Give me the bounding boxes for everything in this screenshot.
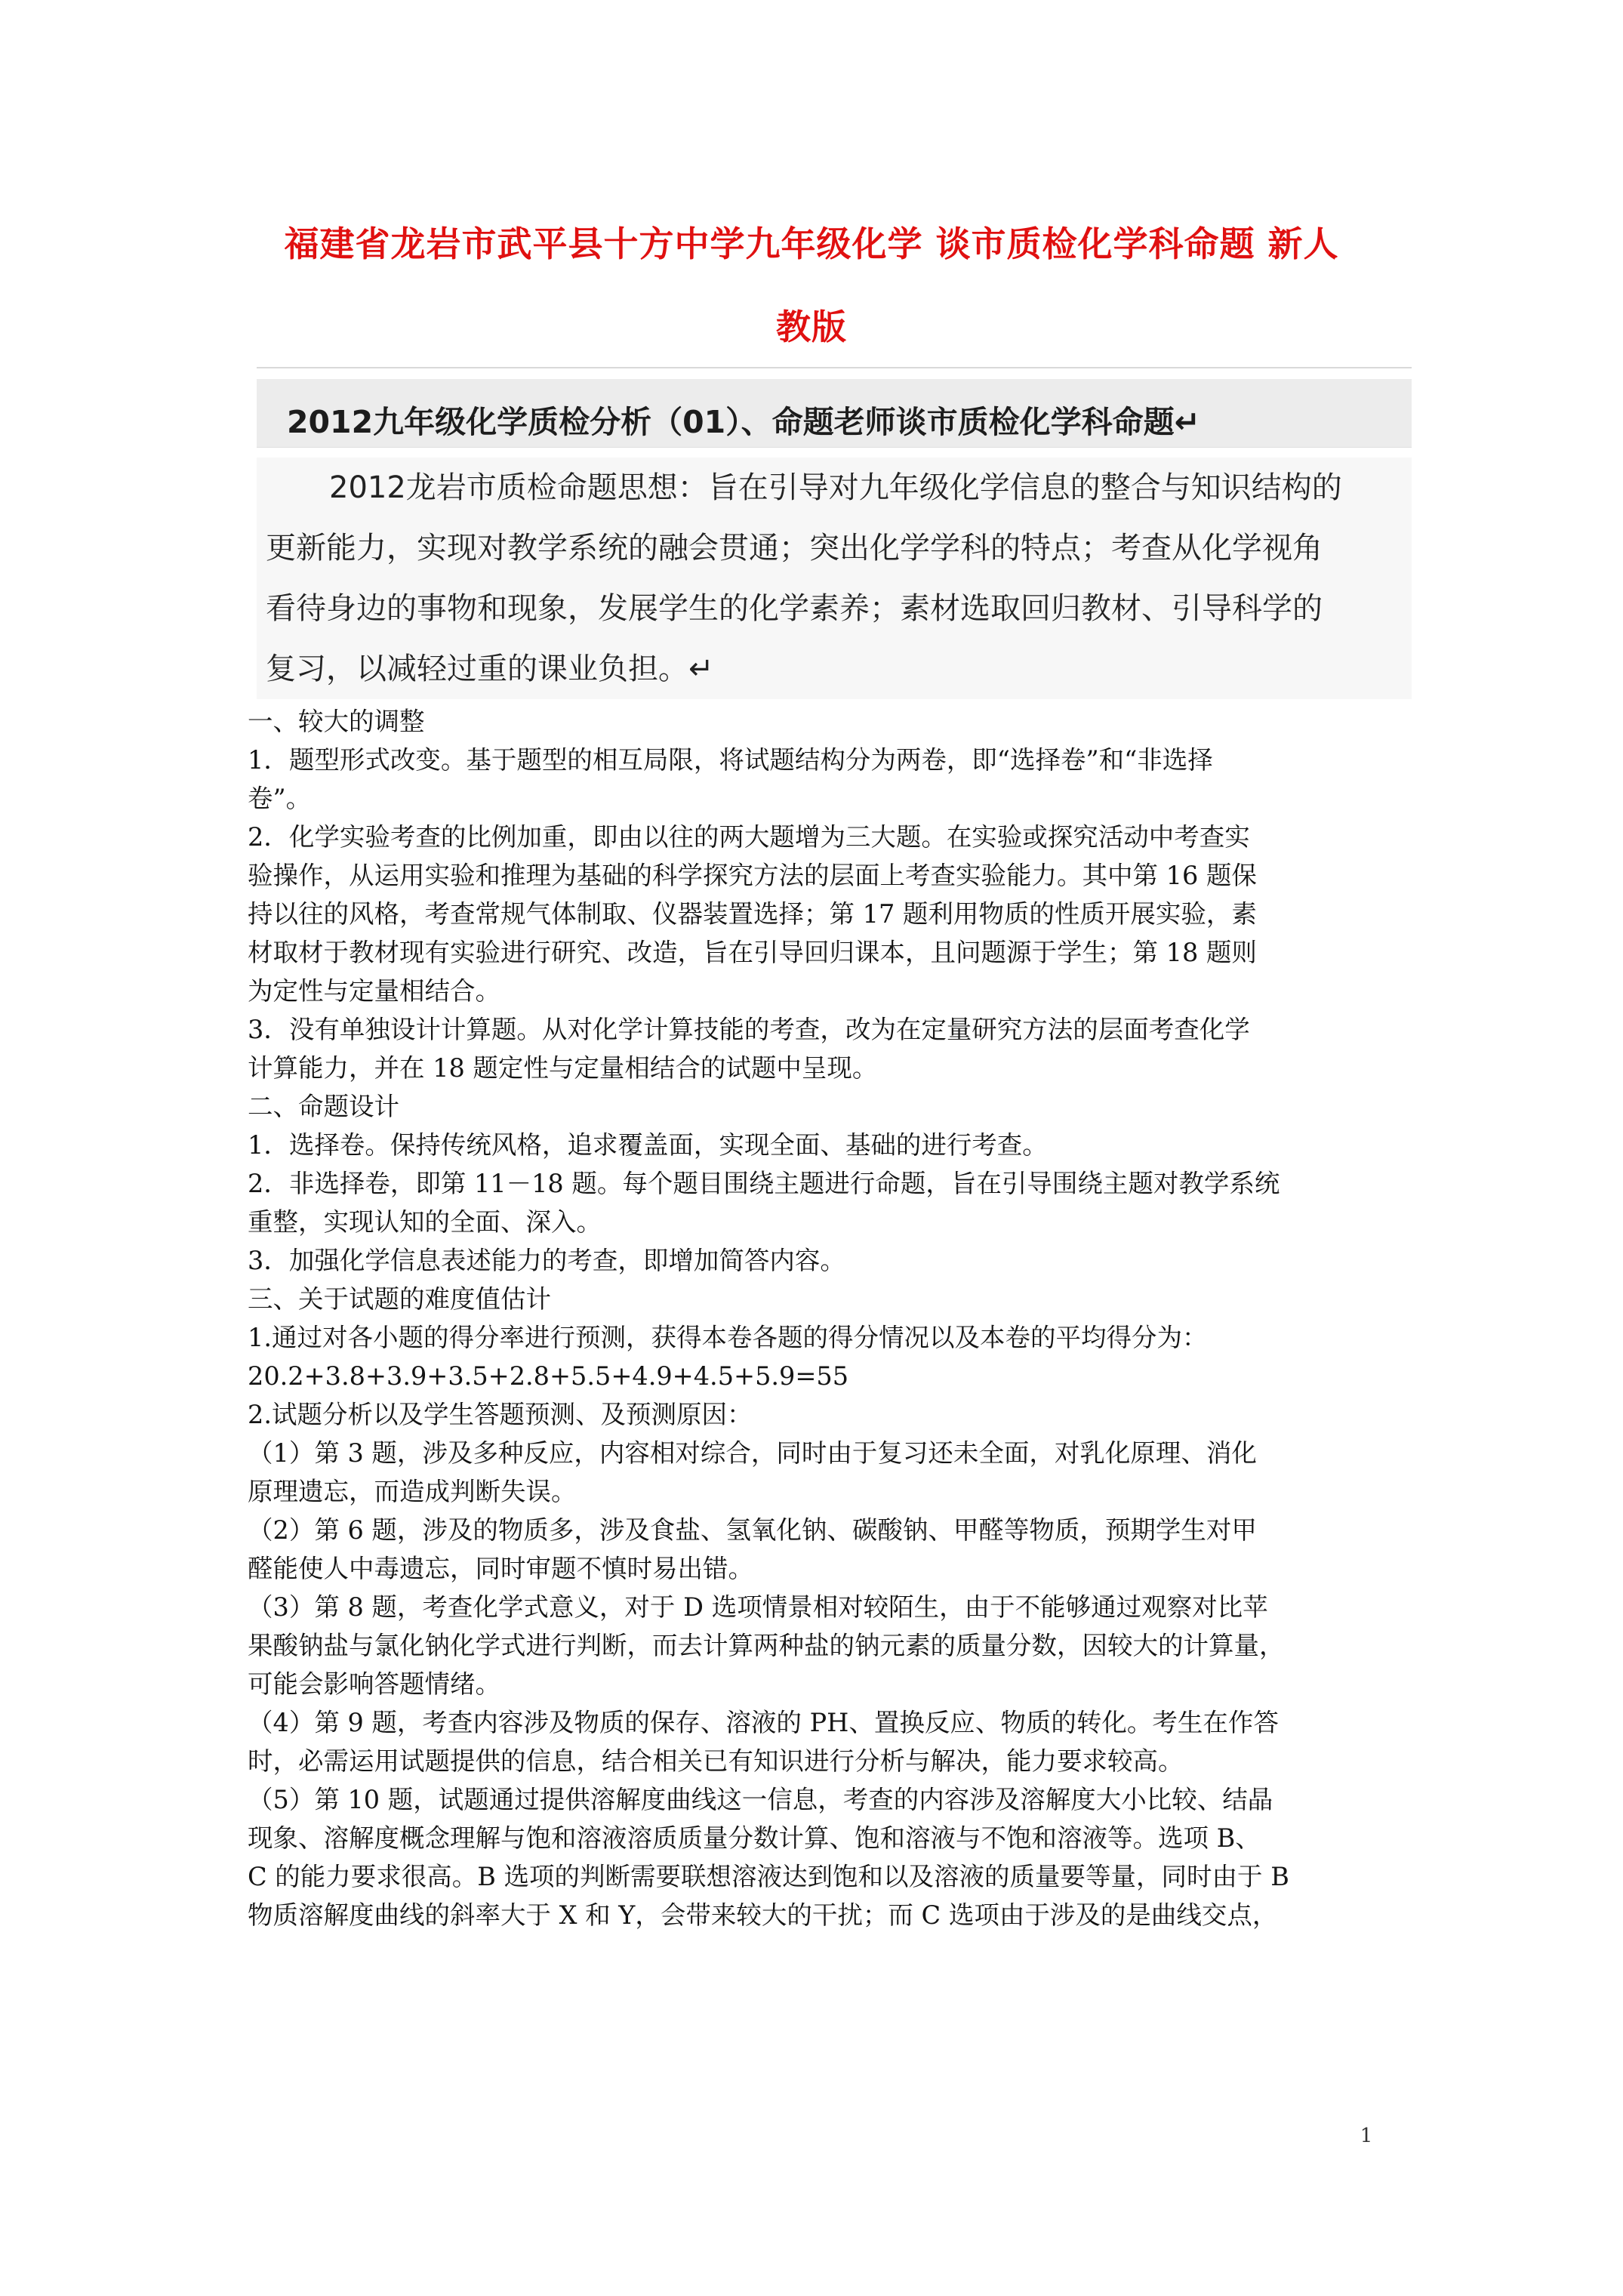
body-line: （3）第 8 题，考查化学式意义，对于 D 选项情景相对较陌生，由于不能够通过观察对比苹 xyxy=(248,1592,1268,1622)
body-line: 2．化学实验考查的比例加重，即由以往的两大题增为三大题。在实验或探究活动中考查实 xyxy=(248,822,1250,852)
screenshot-line: 更新能力，实现对教学系统的融会贯通；突出化学学科的特点；考查从化学视角 xyxy=(266,531,1323,566)
body-line: 验操作，从运用实验和推理为基础的科学探究方法的层面上考查实验能力。其中第 16 题保 xyxy=(248,861,1257,890)
title-line-1: 福建省龙岩市武平县十方中学九年级化学 谈市质检化学科命题 新人 xyxy=(284,223,1339,264)
body-line: 醛能使人中毒遗忘，同时审题不慎时易出错。 xyxy=(248,1554,753,1583)
screenshot-paragraph xyxy=(257,458,1412,699)
body-line: 2．非选择卷，即第 11－18 题。每个题目围绕主题进行命题，旨在引导围绕主题对教学系统 xyxy=(248,1169,1280,1198)
body-line: 重整，实现认知的全面、深入。 xyxy=(248,1207,602,1237)
document-title xyxy=(226,202,1397,368)
body-line: （1）第 3 题，涉及多种反应，内容相对综合，同时由于复习还未全面，对乳化原理、消化 xyxy=(248,1438,1257,1468)
screenshot-line: 复习，以减轻过重的课业负担。↵ xyxy=(266,652,714,686)
title-line-2: 教版 xyxy=(776,307,847,347)
body-line: 1．选择卷。保持传统风格，追求覆盖面，实现全面、基础的进行考查。 xyxy=(248,1130,1048,1160)
body-line: （5）第 10 题，试题通过提供溶解度曲线这一信息，考查的内容涉及溶解度大小比较、结晶 xyxy=(248,1785,1273,1814)
body-line: 果酸钠盐与氯化钠化学式进行判断，而去计算两种盐的钠元素的质量分数，因较大的计算量， xyxy=(248,1631,1285,1660)
body-line: 3．加强化学信息表述能力的考查，即增加简答内容。 xyxy=(248,1246,845,1275)
body-line: （4）第 9 题，考查内容涉及物质的保存、溶液的 PH、置换反应、物质的转化。考生在作答 xyxy=(248,1708,1279,1737)
body-line: （2）第 6 题，涉及的物质多，涉及食盐、氢氧化钠、碳酸钠、甲醛等物质，预期学生对甲 xyxy=(248,1515,1257,1545)
body-line: 持以往的风格，考查常规气体制取、仪器装置选择；第 17 题利用物质的性质开展实验，素 xyxy=(248,899,1257,929)
screenshot-line: 2012龙岩市质检命题思想：旨在引导对九年级化学信息的整合与知识结构的 xyxy=(329,470,1342,505)
body-line: 可能会影响答题情绪。 xyxy=(248,1669,500,1699)
body-line: 为定性与定量相结合。 xyxy=(248,976,500,1006)
screenshot-heading xyxy=(257,379,1412,448)
body-line: 20.2+3.8+3.9+3.5+2.8+5.5+4.9+4.5+5.9=55 xyxy=(248,1361,849,1391)
body-line: 时，必需运用试题提供的信息，结合相关已有知识进行分析与解决，能力要求较高。 xyxy=(248,1746,1184,1776)
body-line: 1．题型形式改变。基于题型的相互局限，将试题结构分为两卷，即“选择卷”和“非选择 xyxy=(248,745,1213,775)
screenshot-line: 看待身边的事物和现象，发展学生的化学素养；素材选取回归教材、引导科学的 xyxy=(266,591,1323,626)
body-line: 现象、溶解度概念理解与饱和溶液溶质质量分数计算、饱和溶液与不饱和溶液等。选项 B、 xyxy=(248,1823,1261,1853)
embedded-screenshot xyxy=(257,367,1412,701)
body-line: 2.试题分析以及学生答题预测、及预测原因： xyxy=(248,1400,753,1429)
section-heading: 二、命题设计 xyxy=(248,1092,399,1121)
body-line: 卷”。 xyxy=(248,784,312,813)
body-line: 原理遗忘，而造成判断失误。 xyxy=(248,1477,577,1506)
body-line: 3．没有单独设计计算题。从对化学计算技能的考查，改为在定量研究方法的层面考查化学 xyxy=(248,1015,1250,1044)
document-body xyxy=(248,702,1381,1934)
page-number: 1 xyxy=(1360,2125,1373,2147)
body-line: C 的能力要求很高。B 选项的判断需要联想溶液达到饱和以及溶液的质量要等量，同时由于 B xyxy=(248,1862,1289,1891)
body-line: 1.通过对各小题的得分率进行预测，获得本卷各题的得分情况以及本卷的平均得分为： xyxy=(248,1323,1208,1352)
screenshot-heading-text: 2012九年级化学质检分析（01）、命题老师谈市质检化学科命题↵ xyxy=(287,404,1201,440)
body-line: 计算能力，并在 18 题定性与定量相结合的试题中呈现。 xyxy=(248,1053,878,1083)
body-line: 材取材于教材现有实验进行研究、改造，旨在引导回归课本，且问题源于学生；第 18 题则 xyxy=(248,938,1257,967)
section-heading: 一、较大的调整 xyxy=(248,707,425,736)
body-line: 物质溶解度曲线的斜率大于 X 和 Y，会带来较大的干扰；而 C 选项由于涉及的是曲线交点， xyxy=(248,1900,1278,1930)
section-heading: 三、关于试题的难度值估计 xyxy=(248,1284,551,1314)
